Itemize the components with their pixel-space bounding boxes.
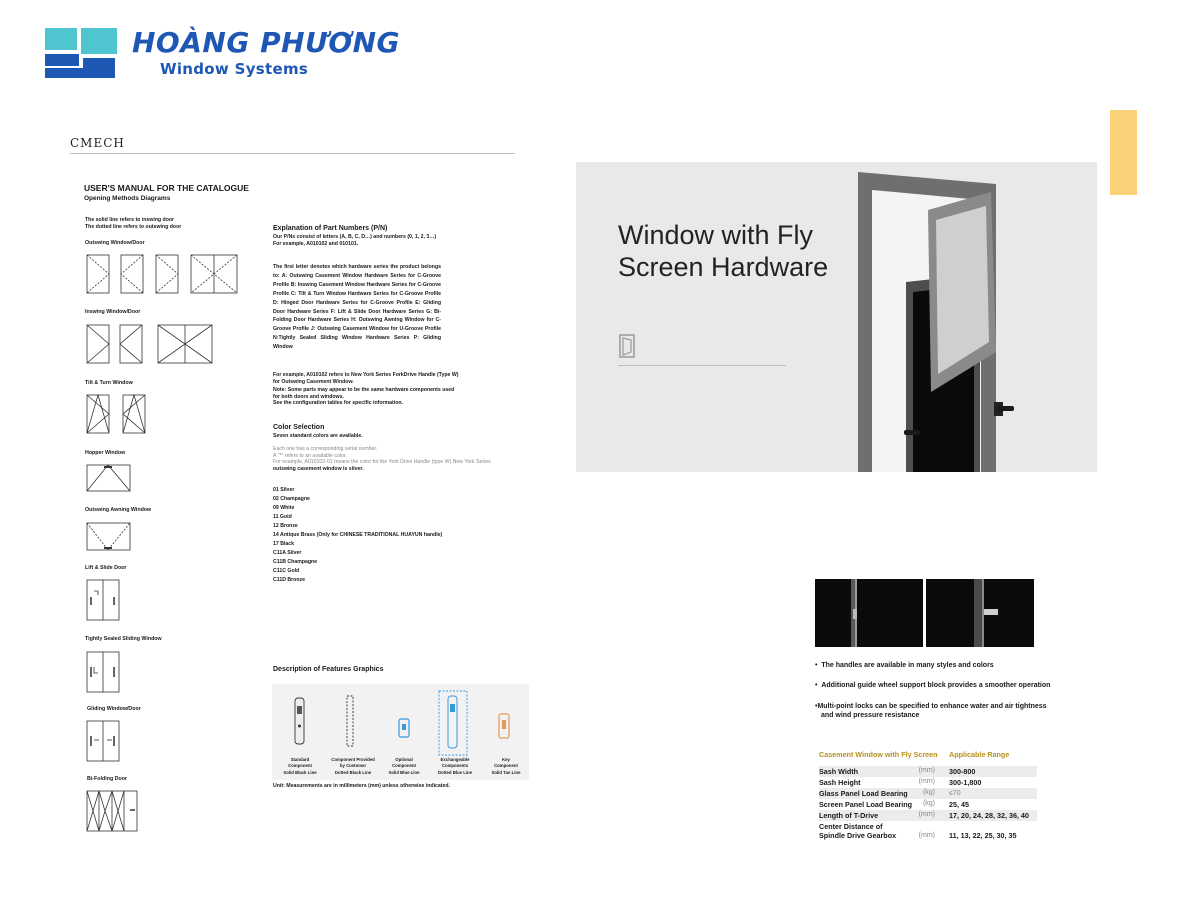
brand-tagline: Window Systems	[160, 60, 309, 78]
spec-name: Sash Width	[819, 767, 859, 776]
key-component-icon	[496, 712, 512, 740]
example-line: For example, A010102 refers to New York Series ForkDrive Handle (Type W)	[273, 372, 459, 378]
legend-text	[85, 217, 181, 230]
table-row	[819, 810, 1037, 821]
table-row	[819, 788, 1037, 799]
table-row	[819, 799, 1037, 810]
spec-header-row	[819, 749, 1037, 760]
color-item: C11D Bronze	[273, 577, 305, 583]
color-selection-notes	[273, 446, 491, 472]
spec-unit: (kg)	[922, 789, 935, 796]
intro-line: Our P/Ns consist of letters (A, B, C, D…) and numbers (0, 1, 2, 3…)	[273, 234, 437, 240]
diagram-label: Outswing Window/Door	[85, 240, 145, 246]
spec-value: 25, 45	[949, 800, 969, 809]
feature-caption	[429, 757, 481, 776]
diagram-label: Outswing Awning Window	[85, 507, 152, 513]
table-row	[819, 766, 1037, 777]
hero-title	[618, 219, 828, 283]
spec-value: 300-1,800	[949, 778, 982, 787]
spec-name: Glass Panel Load Bearing	[819, 789, 908, 798]
spec-header: Applicable Range	[949, 750, 1010, 759]
intro-line: For example, A010102 and 010101.	[273, 240, 359, 247]
feature-caption	[480, 757, 532, 776]
example-line: for Outswing Casement Window.	[273, 378, 354, 385]
color-note: outswing casement window is silver.	[273, 465, 364, 472]
diagram-label: Tilt & Turn Window	[85, 380, 133, 386]
color-list	[273, 486, 442, 585]
lift-slide-diagram-icon	[86, 579, 120, 621]
color-item: 17 Black	[273, 541, 295, 547]
part-numbers-intro	[273, 234, 436, 247]
feature-bullet-1: • The handles are available in many styles and colors	[815, 662, 994, 669]
spec-header: Casement Window with Fly Screen	[819, 750, 938, 759]
spec-unit: (mm)	[918, 811, 935, 818]
feature-bullet-3	[815, 702, 1047, 720]
color-item: 11 Gold	[273, 514, 292, 520]
spec-table	[819, 749, 1037, 841]
spec-name: Sash Height	[819, 778, 861, 787]
color-item: 01 Silver	[273, 487, 295, 493]
caption-line: Exchangeable	[440, 757, 470, 762]
spec-name: Spindle Drive Gearbox	[819, 831, 897, 840]
caption-line: Dotted Blue Line	[437, 770, 473, 775]
handle-photo-1	[815, 579, 923, 647]
color-selection-subtitle: Seven standard colors are available.	[273, 433, 363, 439]
handle-photo-2	[926, 579, 1034, 647]
legend-solid: The solid line refers to inswing door	[85, 217, 175, 223]
hero-title-line: Window with Fly	[618, 220, 814, 250]
feature-bullet-2: • Additional guide wheel support block provides a smoother operation	[815, 682, 1051, 689]
part-numbers-example	[273, 372, 458, 407]
diagram-label: Inswing Window/Door	[85, 309, 141, 315]
color-note: For example, A010102-01 means the color for the York Drive Handle (type W) New York Series	[273, 459, 491, 465]
diagram-label: Tightly Sealed Sliding Window	[85, 636, 162, 642]
handle-photo-icon	[815, 579, 923, 647]
page-tab-marker	[1110, 110, 1137, 195]
note-line: Note: Some parts may appear to be the same hardware components used	[273, 387, 455, 393]
spec-value: 11, 13, 22, 25, 30, 35	[949, 830, 1017, 840]
caption-line: Component	[288, 762, 312, 768]
caption-line: Component Provided	[331, 757, 375, 762]
manual-subtitle: Opening Methods Diagrams	[84, 195, 171, 202]
note-line: See the configuration tables for specific information.	[273, 400, 403, 406]
caption-line: Components	[441, 762, 469, 768]
optional-component-icon	[396, 716, 412, 740]
window-photo-icon	[576, 162, 1097, 472]
caption-line: Component	[494, 762, 518, 768]
bullet-text: •Multi-point locks can be specified to enhance water and air tightness	[815, 703, 1047, 710]
brand-logo-icon	[45, 28, 117, 78]
caption-line: Dotted Black Line	[334, 770, 372, 775]
manual-title: USER'S MANUAL FOR THE CATALOGUE	[84, 183, 249, 193]
tilt-turn-diagram-icon	[86, 394, 148, 434]
color-note: Each one has a corresponding serial number.	[273, 446, 378, 452]
exchangeable-component-icon	[438, 690, 468, 756]
diagram-label: Gliding Window/Door	[87, 706, 141, 712]
outswing-diagram-icon	[86, 254, 238, 294]
table-row	[819, 777, 1037, 788]
bullet-text: The handles are available in many styles and colors	[821, 662, 994, 669]
diagram-label: Hopper Window	[85, 450, 126, 456]
feature-caption	[327, 757, 379, 776]
caption-line: Component	[392, 762, 416, 768]
inswing-diagram-icon	[86, 324, 214, 364]
gliding-diagram-icon	[86, 720, 120, 762]
bullet-text: Additional guide wheel support block provides a smoother operation	[821, 682, 1051, 689]
hero-divider	[618, 365, 786, 366]
legend-dotted: The dotted line refers to outswing door	[85, 223, 182, 230]
table-row	[819, 821, 1037, 841]
note-line: for both doors and windows.	[273, 393, 344, 400]
bifolding-diagram-icon	[86, 790, 138, 832]
sealed-sliding-diagram-icon	[86, 651, 120, 693]
caption-line: Optional	[395, 757, 413, 762]
bullet-text: and wind pressure resistance	[821, 712, 920, 719]
spec-value: 300-800	[949, 766, 1037, 777]
header-divider	[70, 153, 515, 154]
caption-line: Solid Black Line	[283, 770, 317, 775]
spec-name: Length of T-Drive	[819, 811, 879, 820]
spec-name: Center Distance of	[819, 822, 883, 831]
feature-caption	[274, 757, 326, 776]
handle-photo-icon	[926, 579, 1034, 647]
color-item: C11C Gold	[273, 568, 300, 574]
cmech-label: CMECH	[70, 136, 125, 150]
awning-diagram-icon	[86, 522, 132, 552]
spec-unit: (mm)	[918, 832, 935, 839]
color-item: 02 Champagne	[273, 496, 310, 502]
color-selection-title: Color Selection	[273, 424, 325, 431]
spec-name: Screen Panel Load Bearing	[819, 800, 913, 809]
spec-unit: (mm)	[918, 767, 935, 774]
color-item: C11B Champagne	[273, 559, 318, 565]
color-item: 14 Antique Brass (Only for CHINESE TRADITIONAL HUAYUN handle)	[273, 532, 443, 538]
unit-note: Unit: Measurements are in millimeters (mm) unless otherwise indicated.	[273, 783, 451, 789]
standard-component-icon	[291, 696, 309, 746]
caption-line: by Customer	[339, 762, 367, 768]
window-type-icon	[619, 334, 635, 358]
feature-caption	[378, 757, 430, 776]
color-item: C11A Silver	[273, 550, 302, 556]
color-note: A "*" refers to an available color.	[273, 452, 347, 459]
spec-value: 17, 20, 24, 28, 32, 36, 40	[949, 810, 1037, 821]
caption-line: Key	[502, 757, 510, 762]
diagram-label: Bi-Folding Door	[87, 776, 128, 782]
color-item: 12 Bronze	[273, 523, 298, 529]
spec-unit: (mm)	[918, 778, 935, 785]
features-title: Description of Features Graphics	[273, 666, 384, 673]
color-item: 09 White	[273, 505, 295, 511]
caption-line: Solid Tan Line	[491, 770, 521, 775]
brand-name: HOÀNG PHƯƠNG	[132, 26, 400, 59]
hero-title-line: Screen Hardware	[618, 252, 829, 282]
hopper-diagram-icon	[86, 464, 132, 492]
part-numbers-paragraph: The first letter denotes which hardware series the product belongs to: A: Outswing Casement Window Hardware Series for C-Groove Profile B: Inswing Casement Window Hardware Series for C-Groove Profile C: Tilt & Turn Window Hardware Series for C-Groove Profile D: Hinged Door Hardware Series for C-Groove Profile E: Gliding Door Hardware Series F: Lift & Slide Door Hardware Series G: Bi-Folding Door Hardware Series H: Outswing Awning Window for C-Groove Profile J: Outswing Casement Window for U-Groove Profile N:Tightly Sealed Sliding Window Hardware Series P: Gliding Window	[273, 264, 441, 351]
caption-line: Standard	[290, 757, 310, 762]
spec-unit: (kg)	[922, 800, 935, 807]
customer-component-icon	[343, 694, 357, 748]
hero-panel	[576, 162, 1097, 472]
caption-line: Solid Blue Line	[388, 770, 420, 775]
spec-value: ≤70	[949, 788, 1037, 799]
diagram-label: Lift & Slide Door	[85, 565, 127, 571]
part-numbers-title: Explanation of Part Numbers (P/N)	[273, 225, 388, 232]
